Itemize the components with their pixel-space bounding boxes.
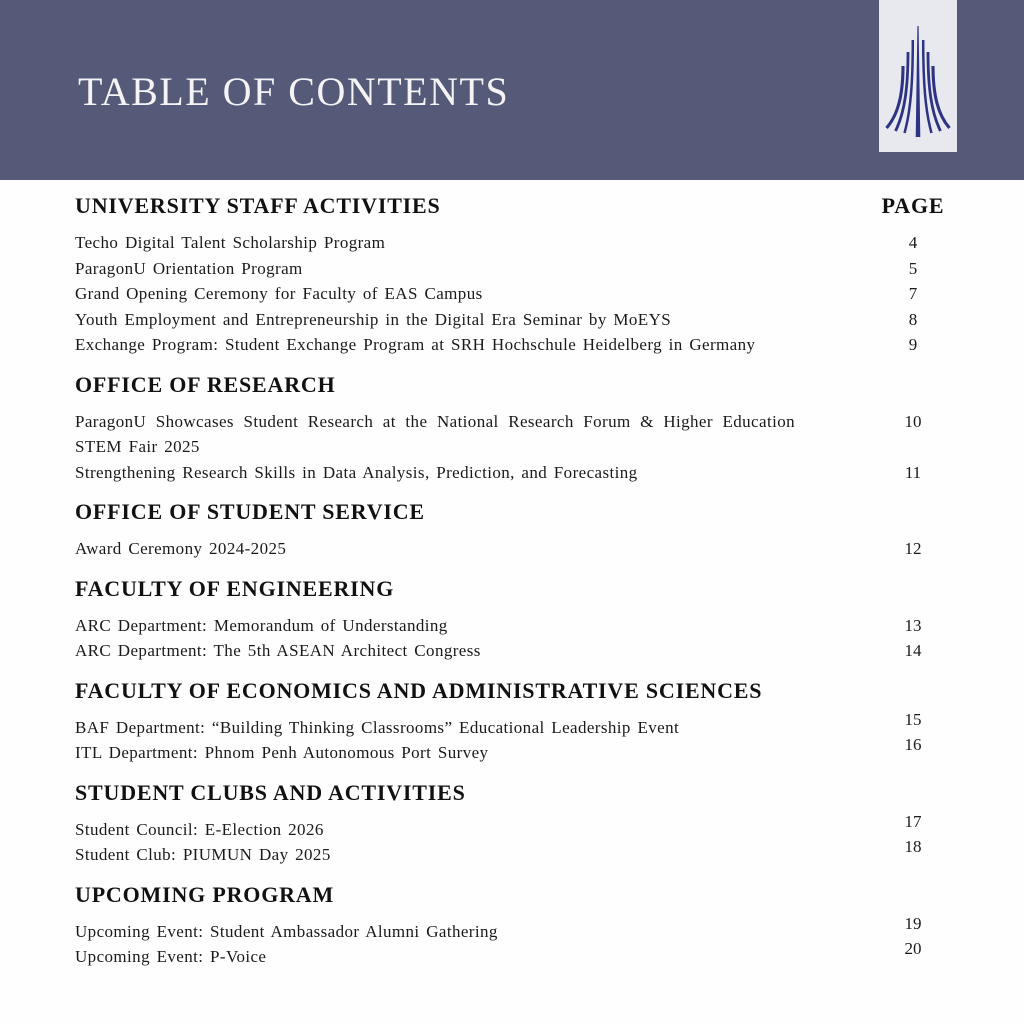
entry-title: Upcoming Event: Student Ambassador Alumni Gathering: [75, 921, 498, 941]
entry-page-number: 8: [908, 309, 918, 329]
section-heading: OFFICE OF RESEARCH: [75, 371, 336, 397]
entry-title: ITL Department: Phnom Penh Autonomous Port Survey: [75, 743, 489, 762]
toc-entry: [75, 709, 948, 741]
toc-section-office-of-student-service: [75, 499, 948, 562]
entry-title: Student Council: E-Election 2026: [75, 819, 324, 839]
entry-list: [75, 811, 948, 868]
entry-page-number: 11: [904, 462, 922, 482]
toc-entry: [75, 256, 948, 282]
entry-list: [75, 536, 948, 562]
entry-page-number: 9: [908, 335, 918, 354]
entry-title: ParagonU Orientation Program: [75, 258, 303, 278]
page-column-header: PAGE: [881, 193, 945, 218]
toc-entry: [75, 939, 948, 970]
entry-title: ARC Department: The 5th ASEAN Architect Congress: [75, 641, 481, 660]
entry-list: [75, 230, 948, 358]
entry-title: Student Club: PIUMUN Day 2025: [75, 845, 331, 864]
entry-title: Exchange Program: Student Exchange Program at SRH Hochschule Heidelberg in Germany: [75, 335, 756, 354]
toc-section-university-staff-activities: [75, 193, 948, 358]
heading-row: [75, 780, 948, 806]
logo-box: [879, 0, 957, 152]
header-banner: [0, 0, 1024, 180]
toc-entry: [75, 837, 948, 868]
table-of-contents: [0, 180, 1024, 970]
heading-row: [75, 372, 948, 398]
entry-title: ARC Department: Memorandum of Understanding: [75, 615, 448, 635]
section-heading: UNIVERSITY STAFF ACTIVITIES: [75, 193, 441, 218]
entry-page-number: 12: [904, 539, 922, 558]
toc-section-student-clubs: [75, 780, 948, 868]
entry-page-number: 5: [908, 258, 918, 278]
entry-title: Techo Digital Talent Scholarship Program: [75, 233, 386, 252]
section-heading: FACULTY OF ECONOMICS AND ADMINISTRATIVE SCIENCES: [75, 677, 763, 703]
toc-section-faculty-of-economics: [75, 678, 948, 766]
entry-list: [75, 913, 948, 970]
section-heading: STUDENT CLUBS AND ACTIVITIES: [75, 779, 466, 805]
toc-section-office-of-research: [75, 372, 948, 486]
entry-page-number: 4: [908, 233, 918, 252]
entry-page-number: 18: [904, 837, 922, 856]
toc-entry: [75, 332, 948, 358]
heading-row: [75, 193, 948, 219]
entry-page-number: 17: [904, 811, 922, 831]
toc-entry: [75, 536, 948, 562]
entry-page-number: 15: [904, 709, 922, 729]
entry-page-number: 7: [908, 284, 918, 303]
entry-title: Upcoming Event: P-Voice: [75, 947, 267, 966]
toc-entry: [75, 638, 948, 664]
toc-entry: [75, 281, 948, 307]
section-heading: UPCOMING PROGRAM: [75, 881, 335, 907]
entry-title: BAF Department: “Building Thinking Classrooms” Educational Leadership Event: [75, 717, 680, 737]
toc-section-upcoming-program: [75, 882, 948, 970]
toc-entry: [75, 409, 948, 460]
entry-title: Award Ceremony 2024-2025: [75, 539, 287, 558]
toc-entry: [75, 307, 948, 333]
heading-row: [75, 576, 948, 602]
entry-page-number: 13: [904, 615, 922, 635]
toc-section-faculty-of-engineering: [75, 576, 948, 664]
heading-row: [75, 882, 948, 908]
entry-title: ParagonU Showcases Student Research at the National Research Forum & Higher Education STEM Fair 2025: [75, 411, 795, 456]
university-spire-logo: [879, 0, 957, 152]
entry-list: [75, 409, 948, 486]
heading-row: [75, 499, 948, 525]
entry-page-number: 20: [904, 939, 922, 958]
entry-page-number: 14: [904, 641, 922, 660]
toc-entry: [75, 735, 948, 766]
page-title: TABLE OF CONTENTS: [78, 69, 510, 114]
entry-title: Strengthening Research Skills in Data Analysis, Prediction, and Forecasting: [75, 462, 638, 482]
entry-title: Grand Opening Ceremony for Faculty of EAS Campus: [75, 284, 483, 303]
toc-entry: [75, 613, 948, 639]
toc-entry: [75, 460, 948, 486]
section-heading: FACULTY OF ENGINEERING: [75, 575, 395, 601]
entry-list: [75, 709, 948, 766]
heading-row: [75, 678, 948, 704]
toc-entry: [75, 230, 948, 256]
entry-page-number: 10: [904, 411, 922, 431]
entry-page-number: 19: [904, 913, 922, 933]
entry-list: [75, 613, 948, 664]
entry-title: Youth Employment and Entrepreneurship in the Digital Era Seminar by MoEYS: [75, 309, 672, 329]
entry-page-number: 16: [904, 735, 922, 754]
toc-entry: [75, 811, 948, 843]
toc-entry: [75, 913, 948, 945]
section-heading: OFFICE OF STUDENT SERVICE: [75, 499, 425, 524]
